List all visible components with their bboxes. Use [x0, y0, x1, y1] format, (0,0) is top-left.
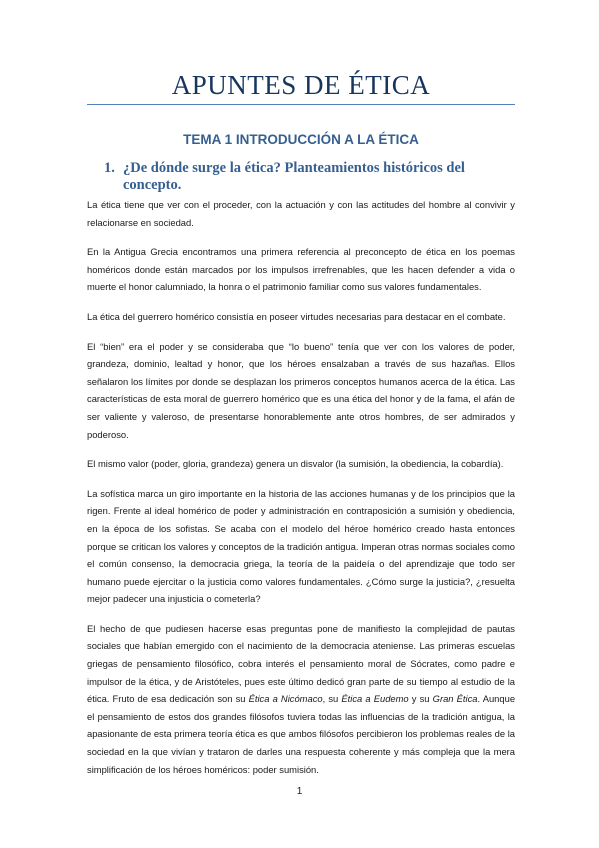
paragraph-7-sep-1: , su — [322, 693, 342, 705]
page-number: 1 — [296, 786, 303, 797]
paragraph-7 — [87, 620, 515, 778]
paragraph-3: La ética del guerrero homérico consistía en poseer virtudes necesarias para destacar en el combate. — [87, 310, 506, 322]
paragraph-7-text-b: . Aunque el pensamiento de estos dos grandes filósofos tuviera todas las influencias de la tradición antigua, la apasionante de esta primera teoría ética es que ambos filósofos percibieron los problemas reales de la sociedad en la que vivían y trataron de darles una respuesta coherente y más compleja que la mera simplificación de los héroes homéricos: poder sumisión. — [87, 693, 516, 775]
paragraph-7-sep-2: y su — [408, 693, 433, 705]
paragraph-2: En la Antigua Grecia encontramos una primera referencia al preconcepto de ética en los poemas homéricos donde están marcados por los impulsos irrefrenables, que les hacen defender a vida o muerte el honor calumniado, la honra o el patrimonio familiar como sus valores fundamentales. — [87, 246, 515, 293]
section-number: 1. — [104, 160, 115, 176]
paragraph-4: El “bien” era el poder y se consideraba que “lo bueno” tenía que ver con los valores de poder, grandeza, dominio, lealtad y honor, que los héroes ensalzaban a través de sus hazañas. Ellos señalaron los límites por donde se desplazan los primeros conceptos humanos acerca de la ética. Las características de esta moral de guerrero homérico que es una ética del honor y de la fama, el afán de ser valiente y valeroso, de presentarse honorablemente ante otros hombres, de ser admirados y poderoso. — [87, 340, 515, 440]
title-underline — [87, 104, 515, 105]
work-title-gran-etica: Gran Ética — [432, 693, 478, 705]
work-title-eudemo: Ética a Eudemo — [341, 693, 409, 705]
section-title: ¿De dónde surge la ética? Planteamientos históricos del concepto. — [123, 160, 465, 193]
document-title: APUNTES DE ÉTICA — [171, 70, 431, 100]
paragraph-7-text-a: El hecho de que pudiesen hacerse esas preguntas pone de manifiesto la complejidad de pautas sociales que habían emergido con el nacimiento de la democracia ateniense. Las primeras escuelas griegas de pensamiento filosófico, cobra interés el pensamiento moral de Sócrates, como padre e impulsor de la ética, y de Aristóteles, pues este último dedicó gran parte de su tiempo al estudio de la ética. Fruto de esa dedicación son su — [87, 622, 515, 705]
body-text — [87, 196, 515, 790]
paragraph-1: La ética tiene que ver con el proceder, con la actuación y con las actitudes del hombre al convivir y relacionarse en sociedad. — [87, 199, 515, 228]
paragraph-6: La sofística marca un giro importante en la historia de las acciones humanas y de los principios que la rigen. Frente al ideal homérico de poder y administración en contraposición a sumisión y obediencia, en la época de los sofistas. Se acaba con el modelo del héroe homérico creado hasta entonces porque se critican los valores y conceptos de la tradición antigua. Imperan otras normas sociales como el común consenso, la democracia griega, la teoría de la paideía o del aprendizaje que todo ser humano puede ejercitar o la justicia como valores fundamentales. ¿Cómo surge la justicia?, ¿resuelta mejor padecer una injusticia o cometerla? — [87, 487, 515, 605]
section-heading — [104, 160, 484, 194]
tema-heading: TEMA 1 INTRODUCCIÓN A LA ÉTICA — [183, 132, 419, 147]
paragraph-5: El mismo valor (poder, gloria, grandeza) genera un disvalor (la sumisión, la obediencia, la cobardía). — [87, 458, 504, 470]
work-title-nicomaco: Ética a Nicómaco — [248, 693, 323, 705]
